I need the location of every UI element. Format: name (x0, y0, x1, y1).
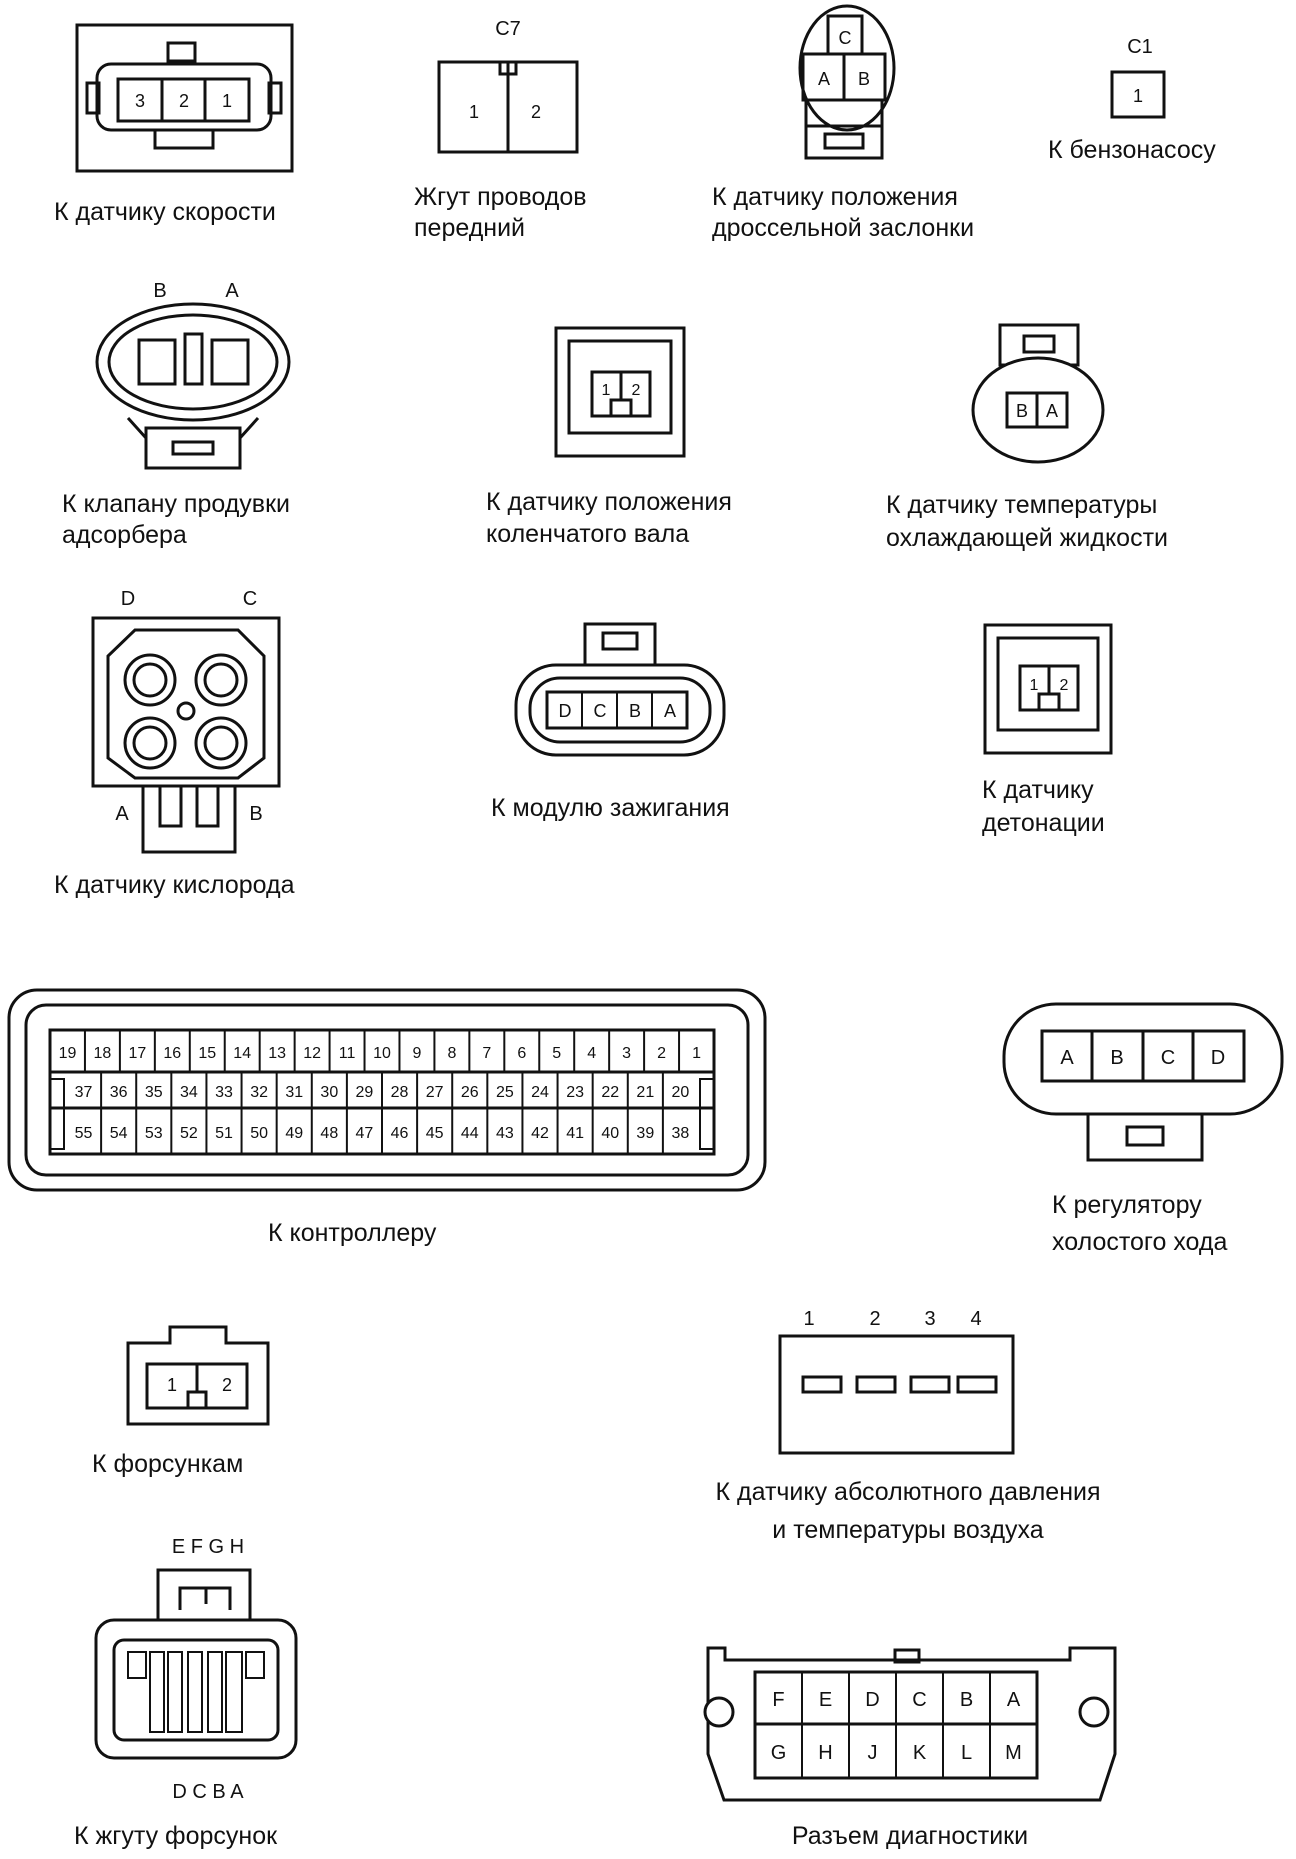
controller-pin: 38 (671, 1125, 690, 1142)
fuel-pump-pin-1: 1 (1132, 86, 1144, 106)
controller-pin: 32 (250, 1084, 269, 1101)
controller-pin: 23 (566, 1084, 585, 1101)
oxy-label-c: C (242, 588, 258, 610)
controller-pin: 39 (636, 1125, 655, 1142)
diagnostic-caption: Разъем диагностики (791, 1822, 1029, 1850)
controller-pin: 33 (215, 1084, 233, 1101)
controller-pin: 3 (622, 1045, 632, 1062)
diagnostic-pin: C (912, 1689, 927, 1711)
coolant-sensor-connector (886, 325, 1168, 552)
harness-pin-2: 2 (530, 102, 542, 122)
controller-pin: 13 (268, 1045, 287, 1062)
purge-caption-1: К клапану продувки (62, 490, 290, 518)
speed-pin-2: 2 (178, 91, 190, 111)
diagnostic-pin: B (959, 1689, 974, 1711)
controller-pin-grid (50, 1030, 714, 1154)
controller-pin: 2 (657, 1045, 667, 1062)
purge-valve-connector (62, 280, 290, 549)
throttle-pin-b: B (857, 69, 871, 89)
controller-pin: 42 (531, 1125, 549, 1142)
controller-pin: 50 (250, 1125, 269, 1142)
throttle-pin-c: C (838, 28, 852, 48)
controller-caption: К контроллеру (268, 1219, 437, 1247)
diagnostic-pin: F (772, 1689, 785, 1711)
controller-pin: 16 (163, 1045, 182, 1062)
controller-pin: 53 (144, 1125, 163, 1142)
oxy-label-d: D (120, 588, 136, 610)
c1-label: C1 (1127, 36, 1153, 58)
front-harness-caption-2: передний (414, 214, 526, 242)
controller-pin: 48 (320, 1125, 339, 1142)
iac-pin-d: D (1210, 1047, 1226, 1069)
oxy-label-a: A (115, 803, 129, 825)
diagnostic-pin: D (865, 1689, 880, 1711)
throttle-pin-a: A (817, 69, 831, 89)
coolant-caption-1: К датчику температуры (886, 491, 1158, 519)
controller-pin: 21 (636, 1084, 655, 1101)
controller-pin: 49 (285, 1125, 304, 1142)
controller-pin: 46 (390, 1125, 409, 1142)
diagnostic-pin: G (770, 1742, 787, 1764)
diagnostic-pin: K (912, 1742, 927, 1764)
controller-pin: 31 (285, 1084, 304, 1101)
controller-pin: 22 (601, 1084, 620, 1101)
controller-pin: 41 (566, 1125, 585, 1142)
controller-pin: 6 (517, 1045, 527, 1062)
controller-pin: 52 (179, 1125, 198, 1142)
harness-pin-1: 1 (468, 102, 480, 122)
front-harness-connector (414, 18, 587, 242)
ign-pin-d: D (558, 701, 572, 721)
oxy-label-b: B (249, 803, 263, 825)
controller-pin: 4 (587, 1045, 597, 1062)
idle-caption-2: холостого хода (1052, 1228, 1228, 1256)
injector-pin-2: 2 (221, 1375, 233, 1395)
coolant-pin-a: A (1045, 401, 1059, 421)
controller-pin: 51 (215, 1125, 233, 1142)
speed-sensor-connector (54, 25, 292, 226)
knock-pin-2: 2 (1059, 677, 1069, 694)
controller-pin: 17 (128, 1045, 147, 1062)
controller-connector (9, 990, 765, 1247)
knock-sensor-connector (982, 625, 1111, 837)
controller-pin: 44 (460, 1125, 479, 1142)
coolant-pin-b: B (1015, 401, 1029, 421)
controller-pin: 1 (692, 1045, 701, 1062)
controller-pin: 15 (198, 1045, 217, 1062)
map-sensor-connector (716, 1308, 1101, 1544)
controller-pin: 25 (495, 1084, 514, 1101)
controller-pin: 9 (412, 1045, 422, 1062)
fuel-pump-connector (1048, 36, 1216, 164)
controller-pin: 24 (531, 1084, 549, 1101)
diagnostic-pin: E (818, 1689, 833, 1711)
injector-harness-caption: К жгуту форсунок (74, 1822, 278, 1850)
iac-pin-c: C (1160, 1047, 1176, 1069)
ign-pin-c: C (593, 701, 607, 721)
speed-pin-1: 1 (221, 91, 233, 111)
injh-label-bottom: D C B A (172, 1781, 244, 1803)
controller-pin: 40 (601, 1125, 620, 1142)
controller-pin: 26 (460, 1084, 479, 1101)
map-pin-1: 1 (803, 1308, 815, 1330)
controller-pin: 8 (447, 1045, 457, 1062)
diagnostic-pin: M (1005, 1742, 1022, 1764)
controller-pin: 12 (303, 1045, 322, 1062)
crankshaft-sensor-connector (486, 328, 732, 548)
controller-pin: 30 (320, 1084, 339, 1101)
purge-caption-2: адсорбера (62, 521, 187, 549)
controller-pin: 14 (233, 1045, 252, 1062)
ignition-module-connector (491, 624, 730, 822)
injector-harness-connector (74, 1536, 296, 1850)
injector-pin-1: 1 (166, 1375, 178, 1395)
controller-pin: 55 (74, 1125, 93, 1142)
crank-pin-2: 2 (631, 382, 641, 399)
controller-pin: 5 (552, 1045, 562, 1062)
controller-pin: 47 (355, 1125, 374, 1142)
map-pin-4: 4 (970, 1308, 982, 1330)
crankshaft-caption-2: коленчатого вала (486, 520, 690, 548)
injh-label-top: E F G H (171, 1536, 245, 1558)
controller-pin: 27 (425, 1084, 444, 1101)
controller-pin: 18 (93, 1045, 112, 1062)
controller-pin: 37 (74, 1084, 93, 1101)
controller-pin: 35 (144, 1084, 163, 1101)
iac-pin-b: B (1110, 1047, 1124, 1069)
knock-caption-1: К датчику (982, 776, 1094, 804)
speed-pin-3: 3 (134, 91, 146, 111)
controller-pin: 45 (425, 1125, 444, 1142)
controller-pin: 11 (338, 1045, 356, 1062)
oxygen-caption: К датчику кислорода (54, 871, 295, 899)
controller-pin: 36 (109, 1084, 128, 1101)
ignition-caption: К модулю зажигания (491, 794, 730, 822)
crankshaft-caption-1: К датчику положения (486, 488, 732, 516)
diagnostic-pin: J (867, 1742, 878, 1764)
crank-pin-1: 1 (601, 382, 611, 399)
throttle-sensor-connector (712, 6, 974, 242)
idle-caption-1: К регулятору (1052, 1191, 1202, 1219)
knock-caption-2: детонации (982, 809, 1105, 837)
idle-regulator-connector (1004, 1004, 1282, 1256)
purge-label-a: A (225, 280, 239, 302)
knock-pin-1: 1 (1029, 677, 1039, 694)
controller-pin: 10 (373, 1045, 391, 1062)
front-harness-caption-1: Жгут проводов (414, 183, 587, 211)
map-pin-2: 2 (869, 1308, 881, 1330)
controller-pin: 54 (109, 1125, 128, 1142)
controller-pin: 43 (495, 1125, 514, 1142)
diagnostic-connector (705, 1648, 1115, 1850)
speed-sensor-caption: К датчику скорости (54, 198, 276, 226)
throttle-caption-1: К датчику положения (712, 183, 958, 211)
coolant-caption-2: охлаждающей жидкости (886, 524, 1168, 552)
controller-pin: 20 (671, 1084, 690, 1101)
map-caption-2: и температуры воздуха (772, 1516, 1044, 1544)
purge-label-b: B (153, 280, 167, 302)
controller-pin: 28 (390, 1084, 409, 1101)
controller-pin: 19 (58, 1045, 77, 1062)
ign-pin-b: B (628, 701, 642, 721)
diagnostic-pin: A (1006, 1689, 1021, 1711)
diagnostic-pin: H (818, 1742, 833, 1764)
injectors-connector (92, 1327, 268, 1478)
c7-label: C7 (495, 18, 521, 40)
fuel-pump-caption: К бензонасосу (1048, 136, 1216, 164)
map-pin-3: 3 (924, 1308, 936, 1330)
iac-pin-a: A (1060, 1047, 1074, 1069)
controller-pin: 34 (179, 1084, 198, 1101)
diagnostic-pin: L (960, 1742, 973, 1764)
throttle-caption-2: дроссельной заслонки (712, 214, 975, 242)
controller-pin: 7 (482, 1045, 492, 1062)
oxygen-sensor-connector (54, 588, 295, 899)
map-caption-1: К датчику абсолютного давления (715, 1478, 1101, 1506)
ign-pin-a: A (663, 701, 677, 721)
injectors-caption: К форсункам (92, 1450, 244, 1478)
controller-pin: 29 (355, 1084, 374, 1101)
